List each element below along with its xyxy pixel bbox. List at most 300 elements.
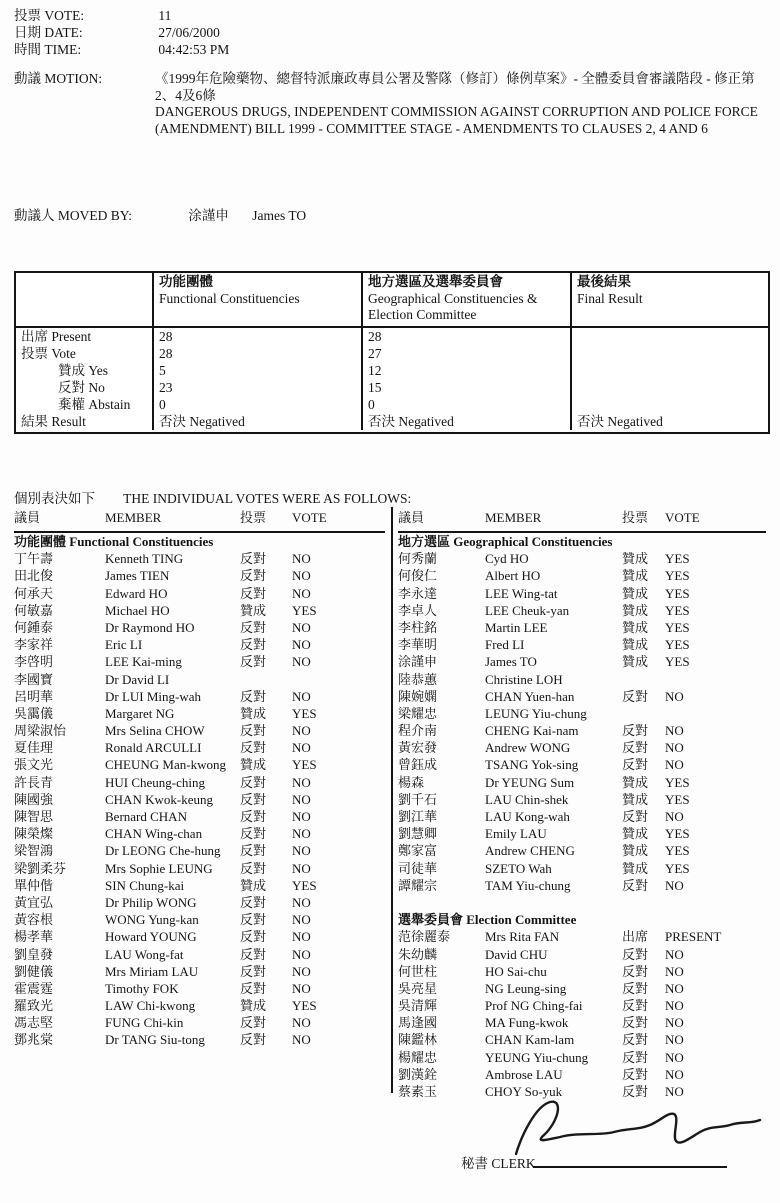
vote-value-chinese: 贊成: [240, 877, 267, 893]
summary-value-functional: 否決 Negatived: [152, 413, 361, 430]
vote-value-english: NO: [292, 1015, 311, 1031]
vote-value-chinese: 反對: [240, 619, 267, 635]
vote-value-chinese: [622, 705, 665, 722]
vote-value-english: NO: [292, 826, 311, 842]
member-name-chinese: 涂謹申: [398, 654, 438, 670]
vote-value-chinese: 反對: [240, 637, 267, 653]
vote-value-chinese: 贊成: [622, 774, 649, 790]
member-name-english: Christine LOH: [485, 671, 563, 687]
vote-value-chinese: 反對: [622, 963, 649, 979]
vote-value-english: NO: [292, 551, 311, 567]
vote-row: [14, 963, 385, 980]
vote-row: [398, 1031, 766, 1048]
member-name-chinese: 梁耀忠: [398, 705, 438, 721]
member-name-english: CHAN Kwok-keung: [105, 791, 213, 807]
header-member-english: MEMBER: [105, 510, 162, 525]
vote-value-chinese: 反對: [240, 568, 267, 584]
header-vote-english: VOTE: [292, 510, 327, 525]
vote-value-chinese: 贊成: [622, 551, 649, 567]
member-name-chinese: 地方選區 Geographical Constituencies: [398, 534, 613, 549]
vote-value-english: NO: [665, 877, 684, 893]
member-name-chinese: 鄧兆棠: [14, 1032, 54, 1048]
member-name-chinese: 蔡素玉: [398, 1084, 438, 1099]
member-name-chinese: 劉健儀: [14, 963, 54, 979]
member-name-chinese: 劉漢銓: [398, 1066, 438, 1082]
vote-value-english: YES: [665, 568, 690, 584]
vote-value-chinese: 反對: [240, 1032, 267, 1048]
votes-column-header: [398, 507, 766, 533]
vote-value-chinese: 反對: [622, 998, 649, 1014]
vote-value-chinese: 反對: [240, 826, 267, 842]
member-name-chinese: 何敏嘉: [14, 602, 54, 618]
vote-value-chinese: 反對: [622, 757, 649, 773]
vote-value-chinese: 反對: [622, 980, 649, 996]
member-name-english: Dr LUI Ming-wah: [105, 688, 202, 704]
member-name-english: Fred LI: [485, 637, 525, 653]
vote-row: [14, 688, 385, 705]
vote-value-english: NO: [292, 843, 311, 859]
member-name-chinese: 田北俊: [14, 568, 54, 584]
vote-value-english: YES: [665, 585, 690, 601]
vote-row: [14, 550, 385, 567]
vote-value-english: NO: [665, 1084, 684, 1099]
vote-value-english: YES: [665, 774, 690, 790]
vote-value-chinese: 反對: [622, 809, 649, 824]
vote-value-chinese: 贊成: [240, 602, 267, 618]
vote-value-chinese: 反對: [240, 551, 267, 567]
column-divider-line: [391, 507, 393, 1093]
member-name-english: LAU Chin-shek: [485, 791, 569, 807]
vote-value-chinese: 贊成: [240, 757, 267, 773]
vote-value-english: NO: [665, 998, 684, 1014]
vote-value-chinese: 反對: [240, 860, 267, 876]
summary-value-geographical: 12: [361, 362, 570, 379]
signature-line: [533, 1150, 727, 1168]
motion-section: [14, 71, 766, 137]
vote-row: [398, 894, 766, 911]
summary-row-label: 投票 Vote: [21, 345, 76, 361]
vote-value-english: NO: [292, 723, 311, 739]
vote-value-chinese: 反對: [622, 1015, 649, 1031]
individual-votes-heading: [14, 487, 411, 507]
member-name-chinese: 許長青: [14, 774, 54, 790]
vote-value-english: NO: [665, 1032, 684, 1048]
col-title-english: Final Result: [577, 290, 643, 306]
vote-value-chinese: 反對: [622, 1066, 649, 1082]
member-name-english: James TIEN: [105, 568, 170, 584]
member-name-chinese: 李華明: [398, 637, 438, 653]
vote-value-english: NO: [292, 860, 311, 876]
summary-row-label: 棄權 Abstain: [58, 396, 131, 412]
header-vote-chinese: 投票: [622, 510, 649, 525]
vote-value-english: NO: [292, 791, 311, 807]
vote-row: [398, 877, 766, 894]
vote-value-english: NO: [665, 946, 684, 962]
member-name-english: CHAN Yuen-han: [485, 688, 575, 704]
col-title-chinese: 最後結果: [577, 274, 631, 289]
vote-row: [398, 619, 766, 636]
vote-row: [14, 860, 385, 877]
vote-row: [398, 602, 766, 619]
vote-row: [14, 636, 385, 653]
vote-row: [14, 585, 385, 602]
motion-label: 動議 MOTION:: [14, 71, 103, 86]
member-name-english: Mrs Selina CHOW: [105, 723, 205, 739]
summary-value-geographical: 0: [361, 396, 570, 413]
header-member-chinese: 議員: [14, 510, 41, 525]
member-name-english: Dr YEUNG Sum: [485, 774, 575, 790]
member-name-chinese: 梁智鴻: [14, 843, 54, 859]
vote-row: [14, 946, 385, 963]
summary-row-label: 反對 No: [58, 379, 105, 395]
member-name-english: [485, 894, 622, 911]
votes-heading-english: THE INDIVIDUAL VOTES WERE AS FOLLOWS:: [123, 491, 412, 506]
vote-value-chinese: 贊成: [240, 998, 267, 1014]
member-name-chinese: 何世柱: [398, 963, 438, 979]
vote-value-chinese: 反對: [240, 912, 267, 928]
vote-value-english: NO: [665, 740, 684, 756]
member-name-english: Margaret NG: [105, 705, 175, 721]
member-name-english: LAW Chi-kwong: [105, 998, 196, 1014]
member-name-chinese: 楊森: [398, 774, 425, 790]
vote-value-english: NO: [292, 894, 311, 910]
summary-value-final: [570, 345, 768, 362]
vote-row: [14, 1014, 385, 1031]
votes-rows-right: [398, 533, 766, 1100]
votes-column-left: [14, 507, 385, 1049]
meta-label: 時間 TIME:: [14, 42, 82, 57]
vote-value-chinese: 贊成: [622, 826, 649, 842]
member-name-chinese: 劉慧卿: [398, 826, 438, 842]
member-name-chinese: 功能團體 Functional Constituencies: [14, 534, 214, 549]
vote-value-english: NO: [292, 619, 311, 635]
member-name-chinese: 司徒華: [398, 860, 438, 876]
member-name-chinese: 吳靄儀: [14, 705, 54, 721]
member-name-english: TSANG Yok-sing: [485, 757, 579, 773]
vote-value-english: [665, 894, 766, 911]
member-name-chinese: 張文光: [14, 757, 54, 773]
vote-value-english: NO: [665, 963, 684, 979]
vote-value-english: NO: [665, 1066, 684, 1082]
member-name-chinese: 李卓人: [398, 602, 438, 618]
member-name-chinese: 吳亮星: [398, 980, 438, 996]
summary-value-geographical: 28: [361, 328, 570, 345]
meta-value: 27/06/2000: [158, 25, 220, 40]
member-name-english: MA Fung-kwok: [485, 1015, 569, 1031]
summary-row: [16, 345, 768, 362]
vote-row: [14, 877, 385, 894]
col-title-chinese: 地方選區及選舉委員會: [368, 274, 503, 289]
mover-name-chinese: 涂謹申: [188, 208, 229, 223]
member-name-english: Timothy FOK: [105, 980, 179, 996]
vote-row: [14, 567, 385, 584]
member-name-english: Albert HO: [485, 568, 541, 584]
member-name-english: Dr Philip WONG: [105, 894, 197, 910]
vote-row: [14, 756, 385, 773]
moved-by-section: [14, 204, 306, 224]
vote-value-english: NO: [292, 637, 311, 653]
member-name-english: HO Sai-chu: [485, 963, 547, 979]
summary-col-geographical: [361, 273, 570, 326]
vote-value-english: YES: [292, 998, 317, 1014]
vote-row: [14, 791, 385, 808]
member-name-chinese: 陳國強: [14, 791, 54, 807]
vote-value-english: NO: [292, 688, 311, 704]
vote-value-english: NO: [292, 809, 311, 824]
vote-value-chinese: 贊成: [622, 637, 649, 653]
vote-row: [14, 808, 385, 825]
member-name-english: Eric LI: [105, 637, 143, 653]
vote-row: [14, 602, 385, 619]
member-name-english: LAU Wong-fat: [105, 946, 184, 962]
summary-row: [16, 413, 768, 430]
header-member-english: MEMBER: [485, 510, 542, 525]
member-name-chinese: 李永達: [398, 585, 438, 601]
vote-value-english: [665, 671, 766, 688]
vote-value-english: NO: [665, 809, 684, 824]
summary-row-label: 結果 Result: [21, 413, 86, 429]
summary-value-final: [570, 328, 768, 345]
vote-value-chinese: 反對: [240, 774, 267, 790]
vote-value-english: YES: [665, 860, 690, 876]
vote-value-english: YES: [665, 791, 690, 807]
vote-row: [398, 567, 766, 584]
summary-row-label: 出席 Present: [21, 328, 92, 344]
member-name-chinese: 陳智思: [14, 809, 54, 824]
vote-value-english: NO: [292, 1032, 311, 1048]
member-name-english: Kenneth TING: [105, 551, 184, 567]
member-name-chinese: 范徐麗泰: [398, 929, 451, 945]
member-name-english: HUI Cheung-ching: [105, 774, 206, 790]
member-name-english: LAU Kong-wah: [485, 809, 570, 824]
vote-row: [14, 739, 385, 756]
vote-value-english: YES: [292, 757, 317, 773]
vote-row: [14, 705, 385, 722]
member-name-english: LEE Wing-tat: [485, 585, 558, 601]
vote-value-english: YES: [292, 705, 317, 721]
member-name-chinese: 單仲偕: [14, 877, 54, 893]
member-name-chinese: 梁劉柔芬: [14, 860, 67, 876]
member-name-chinese: 何承天: [14, 585, 54, 601]
vote-value-english: NO: [665, 1015, 684, 1031]
member-name-english: LEE Kai-ming: [105, 654, 182, 670]
member-name-english: CHAN Kam-lam: [485, 1032, 575, 1048]
summary-value-geographical: 27: [361, 345, 570, 362]
member-name-english: CHOY So-yuk: [485, 1084, 563, 1099]
member-name-english: Cyd HO: [485, 551, 529, 567]
member-name-english: TAM Yiu-chung: [485, 877, 571, 893]
meta-label: 投票 VOTE:: [14, 8, 85, 23]
member-name-chinese: 劉江華: [398, 809, 438, 824]
vote-value-chinese: 反對: [240, 791, 267, 807]
vote-row: [14, 619, 385, 636]
member-name-chinese: 程介南: [398, 723, 438, 739]
member-name-chinese: [398, 894, 485, 911]
summary-value-geographical: 否決 Negatived: [361, 413, 570, 430]
summary-row-label: 贊成 Yes: [58, 362, 109, 378]
summary-col-final-result: [570, 273, 768, 326]
vote-value-english: PRESENT: [665, 929, 722, 945]
summary-value-functional: 23: [152, 379, 361, 396]
vote-row: [14, 911, 385, 928]
moved-by-label: 動議人 MOVED BY:: [14, 208, 133, 223]
member-name-chinese: 李國寶: [14, 671, 54, 687]
meta-value: 04:42:53 PM: [158, 42, 230, 57]
vote-value-english: NO: [292, 980, 311, 996]
member-name-chinese: 陳榮燦: [14, 826, 54, 842]
member-name-english: CHAN Wing-chan: [105, 826, 203, 842]
summary-value-final: [570, 379, 768, 396]
vote-row: [398, 997, 766, 1014]
member-name-chinese: 黃容根: [14, 912, 54, 928]
vote-value-english: NO: [292, 568, 311, 584]
member-name-chinese: 譚耀宗: [398, 877, 438, 893]
vote-row: [398, 980, 766, 997]
member-name-english: LEUNG Yiu-chung: [485, 705, 587, 721]
summary-value-final: [570, 396, 768, 413]
vote-row: [398, 1014, 766, 1031]
vote-row: [14, 722, 385, 739]
vote-value-chinese: 反對: [622, 1032, 649, 1048]
member-name-chinese: 楊耀忠: [398, 1049, 438, 1065]
member-name-english: Dr TANG Siu-tong: [105, 1032, 205, 1048]
vote-value-chinese: 反對: [240, 843, 267, 859]
vote-value-chinese: 反對: [240, 688, 267, 704]
header-member-chinese: 議員: [398, 510, 425, 525]
vote-value-chinese: 反對: [622, 740, 649, 756]
clerk-label: 秘書 CLERK: [461, 1156, 536, 1171]
vote-value-english: YES: [665, 619, 690, 635]
member-name-chinese: 陳鑑林: [398, 1032, 438, 1048]
summary-table-body: [16, 328, 768, 432]
vote-value-english: YES: [665, 602, 690, 618]
votes-column-header: [14, 507, 385, 533]
vote-value-chinese: 贊成: [622, 619, 649, 635]
vote-value-chinese: 反對: [622, 723, 649, 739]
vote-row: [398, 1066, 766, 1083]
vote-value-english: NO: [292, 963, 311, 979]
vote-value-chinese: 反對: [622, 946, 649, 962]
member-name-chinese: 楊孝華: [14, 929, 54, 945]
vote-value-english: YES: [665, 826, 690, 842]
member-name-english: CHEUNG Man-kwong: [105, 757, 226, 773]
vote-row: [398, 963, 766, 980]
meta-row: [14, 41, 229, 58]
member-name-english: Prof NG Ching-fai: [485, 998, 583, 1014]
summary-value-functional: 28: [152, 345, 361, 362]
col-title-chinese: 功能團體: [159, 274, 213, 289]
member-name-english: Howard YOUNG: [105, 929, 197, 945]
vote-value-chinese: 反對: [622, 877, 649, 893]
vote-row: [398, 774, 766, 791]
vote-row: [14, 894, 385, 911]
vote-row: [398, 860, 766, 877]
vote-value-english: [665, 705, 766, 722]
vote-value-chinese: 贊成: [622, 843, 649, 859]
vote-value-chinese: 贊成: [622, 860, 649, 876]
votes-rows-left: [14, 533, 385, 1049]
member-name-chinese: 呂明華: [14, 688, 54, 704]
vote-row: [398, 756, 766, 773]
vote-value-chinese: [622, 894, 665, 911]
vote-value-chinese: 反對: [240, 723, 267, 739]
member-name-english: Dr LEONG Che-hung: [105, 843, 221, 859]
vote-value-english: NO: [292, 740, 311, 756]
member-name-chinese: 李啓明: [14, 654, 54, 670]
vote-row: [398, 842, 766, 859]
member-name-chinese: 李家祥: [14, 637, 54, 653]
member-name-english: Mrs Sophie LEUNG: [105, 860, 213, 876]
vote-value-chinese: 反對: [622, 1084, 649, 1099]
summary-value-functional: 28: [152, 328, 361, 345]
vote-value-english: NO: [665, 980, 684, 996]
header-vote-chinese: 投票: [240, 510, 267, 525]
member-name-chinese: 曾鈺成: [398, 757, 438, 773]
vote-value-english: YES: [665, 843, 690, 859]
member-name-english: Bernard CHAN: [105, 809, 187, 824]
vote-value-chinese: 贊成: [622, 791, 649, 807]
vote-value-chinese: 反對: [622, 1049, 649, 1065]
vote-row: [14, 774, 385, 791]
member-name-chinese: 陸恭蕙: [398, 671, 438, 687]
member-name-english: LEE Cheuk-yan: [485, 602, 570, 618]
vote-row: [398, 550, 766, 567]
vote-row: [398, 946, 766, 963]
vote-row: [398, 533, 766, 550]
vote-value-chinese: [622, 671, 665, 688]
member-name-chinese: 何鍾泰: [14, 619, 54, 635]
vote-value-chinese: 贊成: [622, 602, 649, 618]
votes-heading-chinese: 個別表決如下: [14, 491, 95, 506]
vote-value-chinese: 反對: [240, 809, 267, 824]
vote-value-english: NO: [292, 929, 311, 945]
vote-value-chinese: 反對: [240, 894, 267, 910]
summary-value-final: 否決 Negatived: [570, 413, 768, 430]
member-name-english: Andrew CHENG: [485, 843, 575, 859]
vote-row: [398, 791, 766, 808]
member-name-english: Dr David LI: [105, 671, 170, 687]
member-name-english: Ronald ARCULLI: [105, 740, 202, 756]
member-name-english: Dr Raymond HO: [105, 619, 195, 635]
member-name-chinese: 劉千石: [398, 791, 438, 807]
vote-row: [398, 808, 766, 825]
vote-row: [398, 705, 766, 722]
vote-value-english: NO: [292, 654, 311, 670]
member-name-english: Mrs Rita FAN: [485, 929, 560, 945]
summary-table-header: [16, 273, 768, 328]
vote-value-english: YES: [665, 637, 690, 653]
vote-value-english: NO: [292, 774, 311, 790]
vote-row: [398, 688, 766, 705]
vote-value-english: NO: [292, 912, 311, 928]
summary-col-functional: [152, 273, 361, 326]
vote-row: [398, 739, 766, 756]
member-name-chinese: 陳婉嫻: [398, 688, 438, 704]
member-name-english: James TO: [485, 654, 537, 670]
member-name-chinese: 何秀蘭: [398, 551, 438, 567]
summary-value-functional: 5: [152, 362, 361, 379]
member-name-chinese: 何俊仁: [398, 568, 438, 584]
member-name-english: Michael HO: [105, 602, 170, 618]
votes-column-right: [398, 507, 766, 1100]
member-name-chinese: 鄭家富: [398, 843, 438, 859]
vote-row: [14, 825, 385, 842]
member-name-english: NG Leung-sing: [485, 980, 567, 996]
vote-value-chinese: 反對: [240, 585, 267, 601]
col-title-english: Functional Constituencies: [159, 290, 300, 306]
vote-row: [398, 825, 766, 842]
member-name-english: SZETO Wah: [485, 860, 552, 876]
